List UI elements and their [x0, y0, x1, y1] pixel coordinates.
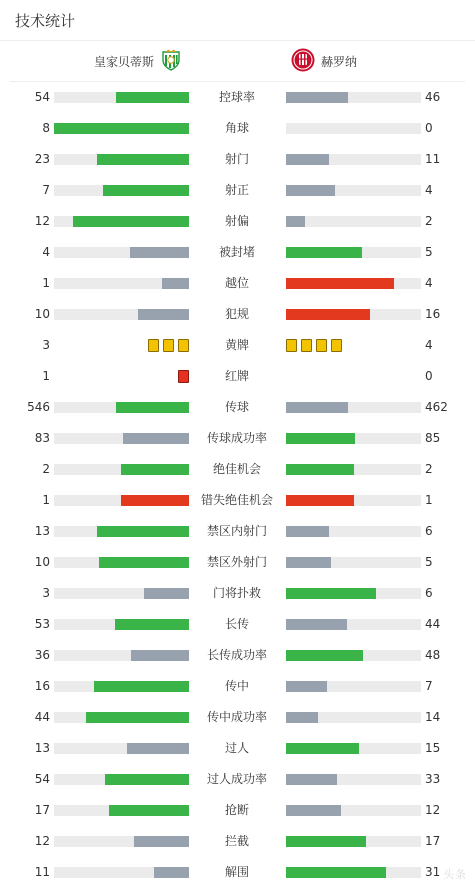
home-stat-bar: [54, 526, 189, 537]
home-stat-bar: [54, 712, 189, 723]
stats-list: [0, 82, 475, 888]
home-stat-bar: [54, 836, 189, 847]
home-stat-bar: [54, 247, 189, 258]
away-stat-bar-fill: [286, 867, 386, 878]
home-stat-value: 11: [34, 865, 50, 879]
stat-row: [0, 330, 475, 361]
yellow-card-icon: [331, 339, 342, 352]
home-stat-value: 23: [34, 152, 50, 166]
stat-label: 传球成功率: [206, 431, 267, 445]
stat-row: [0, 826, 475, 857]
away-stat-bar: [286, 309, 421, 320]
stat-row: [0, 485, 475, 516]
away-stat-value: 0: [425, 369, 433, 383]
away-stat-bar-fill: [286, 650, 363, 661]
home-stat-value: 1: [42, 493, 50, 507]
home-stat-value: 12: [34, 834, 50, 848]
home-stat-value: 83: [34, 431, 50, 445]
stat-row: [0, 733, 475, 764]
stat-row: [0, 702, 475, 733]
away-stat-value: 6: [425, 586, 433, 600]
away-stat-bar: [286, 650, 421, 661]
home-stat-bar: [54, 433, 189, 444]
home-stat-bar: [54, 216, 189, 227]
home-stat-bar-fill: [115, 619, 189, 630]
away-stat-bar-fill: [286, 92, 348, 103]
away-stat-value: 2: [425, 214, 433, 228]
away-stat-bar: [286, 867, 421, 878]
home-stat-bar: [54, 402, 189, 413]
away-stat-bar: [286, 216, 421, 227]
away-stat-value: 31: [425, 865, 441, 879]
home-stat-bar-fill: [123, 433, 189, 444]
home-stat-value: 16: [34, 679, 50, 693]
away-stat-value: 16: [425, 307, 441, 321]
home-stat-bar: [54, 867, 189, 878]
away-stat-value: 7: [425, 679, 433, 693]
home-stat-bar-fill: [97, 154, 189, 165]
home-stat-bar: [54, 619, 189, 630]
stat-label: 解围: [224, 865, 249, 879]
away-stat-bar-fill: [286, 588, 376, 599]
home-stat-bar-fill: [134, 836, 189, 847]
away-stat-bar-fill: [286, 805, 341, 816]
home-stat-bar-fill: [97, 526, 189, 537]
home-yellow-cards: [148, 339, 189, 352]
stat-label: 越位: [224, 276, 249, 290]
away-stat-bar-fill: [286, 433, 355, 444]
away-yellow-cards: [286, 339, 342, 352]
away-stat-bar: [286, 557, 421, 568]
home-stat-bar: [54, 154, 189, 165]
home-stat-bar: [54, 743, 189, 754]
stat-label: 长传: [224, 617, 249, 631]
away-stat-bar: [286, 712, 421, 723]
home-stat-bar-fill: [116, 92, 189, 103]
home-stat-value: 54: [34, 90, 50, 104]
stat-label: 过人成功率: [206, 772, 267, 786]
away-team[interactable]: [291, 41, 357, 81]
away-stat-bar: [286, 805, 421, 816]
home-stat-value: 4: [42, 245, 50, 259]
section-header: [0, 0, 475, 41]
home-stat-value: 17: [34, 803, 50, 817]
home-stat-bar-fill: [131, 650, 189, 661]
stat-row: [0, 175, 475, 206]
away-stat-bar-fill: [286, 495, 354, 506]
yellow-card-icon: [316, 339, 327, 352]
home-stat-bar-fill: [105, 774, 189, 785]
home-stat-value: 3: [42, 586, 50, 600]
stat-label: 射门: [224, 152, 249, 166]
away-stat-value: 48: [425, 648, 441, 662]
away-stat-bar: [286, 402, 421, 413]
away-stat-bar: [286, 123, 421, 134]
away-stat-value: 5: [425, 555, 433, 569]
home-stat-bar: [54, 557, 189, 568]
home-stat-bar-fill: [54, 123, 189, 134]
away-stat-bar-fill: [286, 278, 394, 289]
home-stat-bar: [54, 185, 189, 196]
away-stat-bar-fill: [286, 216, 305, 227]
away-stat-value: 0: [425, 121, 433, 135]
away-stat-bar-fill: [286, 402, 348, 413]
stat-label: 过人: [224, 741, 249, 755]
home-stat-value: 44: [34, 710, 50, 724]
stat-row: [0, 268, 475, 299]
stat-row: [0, 857, 475, 888]
home-stat-value: 10: [34, 555, 50, 569]
home-stat-bar: [54, 464, 189, 475]
home-stat-bar-fill: [154, 867, 189, 878]
away-stat-bar: [286, 92, 421, 103]
away-stat-bar-fill: [286, 681, 327, 692]
home-stat-value: 53: [34, 617, 50, 631]
away-stat-bar-fill: [286, 309, 370, 320]
home-team-name: 皇家贝蒂斯: [93, 54, 154, 69]
stat-row: [0, 764, 475, 795]
yellow-card-icon: [148, 339, 159, 352]
home-stat-bar-fill: [130, 247, 189, 258]
home-stat-bar: [54, 278, 189, 289]
home-stat-bar-fill: [99, 557, 189, 568]
away-stat-bar-fill: [286, 836, 366, 847]
stat-label: 传中: [224, 679, 249, 693]
stat-row: [0, 206, 475, 237]
home-stat-bar-fill: [73, 216, 189, 227]
section-title: 技术统计: [15, 11, 76, 30]
stat-label: 绝佳机会: [212, 462, 261, 476]
away-stat-bar: [286, 743, 421, 754]
teams-row: [10, 41, 465, 82]
away-stat-bar-fill: [286, 464, 354, 475]
stat-label: 抢断: [224, 803, 249, 817]
home-stat-bar: [54, 309, 189, 320]
stat-label: 禁区外射门: [206, 555, 267, 569]
yellow-card-icon: [301, 339, 312, 352]
away-stat-value: 14: [425, 710, 441, 724]
girona-crest-icon: [291, 48, 315, 75]
home-stat-value: 546: [27, 400, 50, 414]
stat-label: 禁区内射门: [206, 524, 267, 538]
home-stat-bar-fill: [127, 743, 189, 754]
away-stat-value: 44: [425, 617, 441, 631]
away-stat-value: 462: [425, 400, 448, 414]
stat-row: [0, 609, 475, 640]
away-stat-value: 85: [425, 431, 441, 445]
home-stat-value: 12: [34, 214, 50, 228]
stat-row: [0, 640, 475, 671]
stat-row: [0, 671, 475, 702]
stat-row: [0, 144, 475, 175]
away-stat-bar: [286, 526, 421, 537]
away-stat-bar-fill: [286, 185, 335, 196]
away-stat-bar: [286, 185, 421, 196]
home-stat-value: 1: [42, 369, 50, 383]
away-stat-bar: [286, 464, 421, 475]
home-stat-bar: [54, 123, 189, 134]
away-stat-value: 11: [425, 152, 441, 166]
stat-label: 控球率: [218, 90, 255, 104]
home-team[interactable]: [94, 41, 182, 81]
home-stat-value: 36: [34, 648, 50, 662]
away-stat-bar-fill: [286, 619, 347, 630]
stat-row: [0, 547, 475, 578]
stat-row: [0, 361, 475, 392]
stat-row: [0, 392, 475, 423]
yellow-card-icon: [163, 339, 174, 352]
home-stat-bar: [54, 774, 189, 785]
away-stat-value: 1: [425, 493, 433, 507]
home-stat-value: 54: [34, 772, 50, 786]
away-stat-bar: [286, 619, 421, 630]
away-stat-value: 33: [425, 772, 441, 786]
away-stat-value: 5: [425, 245, 433, 259]
home-stat-value: 13: [34, 741, 50, 755]
home-stat-bar-fill: [138, 309, 189, 320]
away-stat-bar-fill: [286, 712, 318, 723]
away-stat-value: 4: [425, 338, 433, 352]
yellow-card-icon: [286, 339, 297, 352]
home-stat-bar-fill: [121, 464, 189, 475]
away-stat-value: 46: [425, 90, 441, 104]
away-stat-bar: [286, 681, 421, 692]
away-stat-bar-fill: [286, 557, 331, 568]
away-stat-bar-fill: [286, 774, 337, 785]
home-stat-value: 3: [42, 338, 50, 352]
home-stat-bar: [54, 650, 189, 661]
watermark: 头条: [443, 868, 467, 881]
away-stat-value: 17: [425, 834, 441, 848]
home-stat-bar-fill: [121, 495, 189, 506]
home-stat-value: 8: [42, 121, 50, 135]
home-stat-bar: [54, 588, 189, 599]
stat-label: 射偏: [224, 214, 249, 228]
stat-label: 红牌: [224, 369, 249, 383]
away-stat-bar: [286, 836, 421, 847]
away-stat-value: 4: [425, 183, 433, 197]
home-stat-bar-fill: [86, 712, 189, 723]
home-stat-bar-fill: [162, 278, 189, 289]
stat-row: [0, 113, 475, 144]
stat-row: [0, 299, 475, 330]
stat-label: 长传成功率: [206, 648, 267, 662]
away-team-name: 赫罗纳: [321, 54, 358, 69]
away-stat-bar-fill: [286, 743, 359, 754]
home-stat-value: 7: [42, 183, 50, 197]
stat-row: [0, 237, 475, 268]
away-stat-value: 2: [425, 462, 433, 476]
away-stat-bar: [286, 433, 421, 444]
away-stat-bar: [286, 154, 421, 165]
stat-label: 角球: [224, 121, 249, 135]
stat-label: 传球: [224, 400, 249, 414]
home-stat-bar-fill: [109, 805, 189, 816]
home-stat-value: 13: [34, 524, 50, 538]
away-stat-bar: [286, 247, 421, 258]
away-stat-bar: [286, 588, 421, 599]
home-stat-bar: [54, 681, 189, 692]
stat-label: 射正: [224, 183, 249, 197]
away-stat-bar-fill: [286, 247, 362, 258]
away-stat-value: 6: [425, 524, 433, 538]
away-stat-value: 15: [425, 741, 441, 755]
away-stat-bar: [286, 278, 421, 289]
stat-label: 犯规: [224, 307, 249, 321]
home-stat-bar-fill: [116, 402, 189, 413]
home-stat-bar: [54, 805, 189, 816]
stat-row: [0, 795, 475, 826]
home-stat-bar-fill: [94, 681, 189, 692]
stat-row: [0, 423, 475, 454]
stat-row: [0, 578, 475, 609]
home-stat-bar-fill: [103, 185, 189, 196]
stat-label: 拦截: [224, 834, 249, 848]
stat-row: [0, 516, 475, 547]
stat-label: 传中成功率: [206, 710, 267, 724]
home-stat-bar: [54, 495, 189, 506]
red-card-icon: [178, 370, 189, 383]
stat-label: 黄牌: [224, 338, 249, 352]
home-stat-value: 1: [42, 276, 50, 290]
home-stat-bar: [54, 92, 189, 103]
yellow-card-icon: [178, 339, 189, 352]
home-stat-value: 2: [42, 462, 50, 476]
stat-label: 门将扑救: [212, 586, 261, 600]
stat-label: 被封堵: [218, 245, 255, 259]
stat-row: [0, 82, 475, 113]
away-stat-bar-fill: [286, 526, 329, 537]
home-red-cards: [178, 370, 189, 383]
away-stat-value: 4: [425, 276, 433, 290]
home-stat-bar-fill: [144, 588, 189, 599]
away-stat-value: 12: [425, 803, 441, 817]
away-stat-bar-fill: [286, 154, 329, 165]
real-betis-crest-icon: [160, 49, 182, 74]
away-stat-bar: [286, 495, 421, 506]
stat-row: [0, 454, 475, 485]
home-stat-value: 10: [34, 307, 50, 321]
away-stat-bar: [286, 774, 421, 785]
stat-label: 错失绝佳机会: [200, 493, 273, 507]
